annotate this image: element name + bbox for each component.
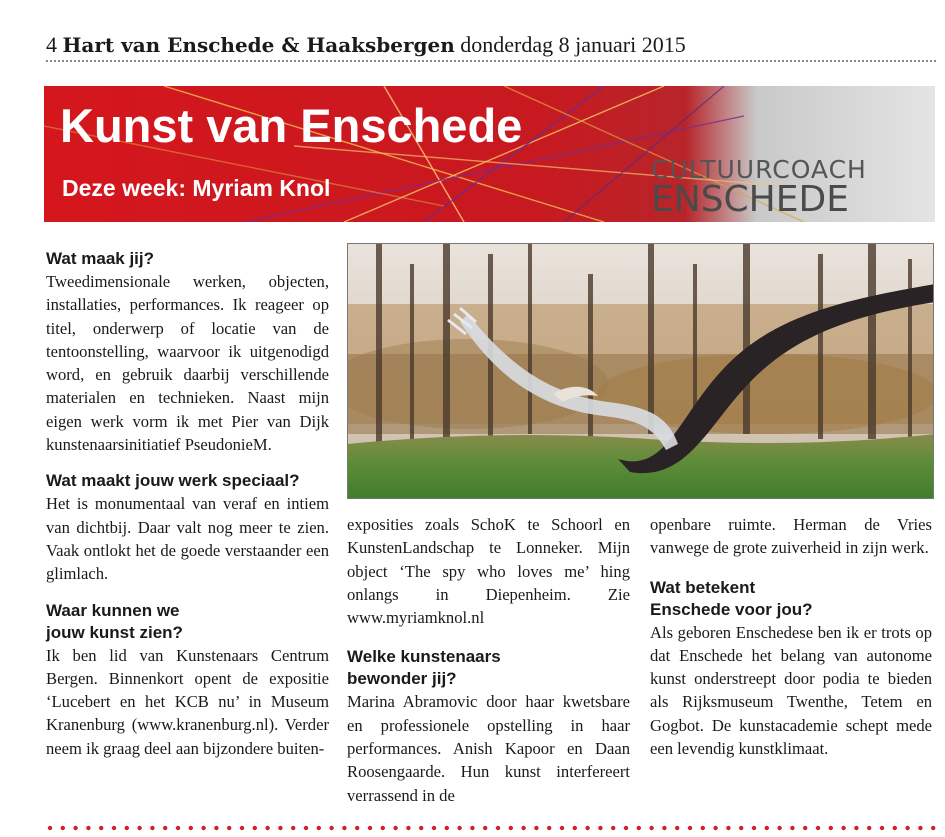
artwork-photo	[347, 243, 934, 499]
answer-paragraph: Tweedimensionale werken, objecten, installaties, performances. Ik reageer op titel, onderwerp of locatie van de tentoonstelling, waarvoor ik uitgenodigd word, en gebruik daarbij verschillende materialen en technieken. Naast mijn eigen werk vorm ik met Pier van Dijk kunstenaarsinitiatief PseudonieM.	[46, 272, 329, 455]
answer-paragraph: Ik ben lid van Kunstenaars Centrum Bergen. Binnenkort opent de expositie ‘Lucebert en het KCB nu’ in Museum Kranenburg (www.kranenburg.nl). Verder neem ik graag deel aan bijzondere buiten-	[46, 645, 329, 758]
answer-paragraph: Marina Abramovic door haar kwetsbare en professionele opstelling in haar performances. Anish Kapoor en Daan Roosengaarde. Hun kunst interfereert verrassend in de	[347, 692, 630, 805]
banner-title: Kunst van Enschede	[60, 99, 523, 152]
question-heading: Wat maakt jouw werk speciaal?	[46, 471, 300, 491]
page-number: 4	[46, 32, 57, 57]
logo-cultuurcoach: CULTUURCOACH	[651, 155, 867, 184]
publication-name: Hart van Enschede & Haaksbergen	[62, 33, 455, 57]
question-heading: Wat maak jij?	[46, 249, 155, 268]
footer-dotted-rule	[46, 824, 936, 832]
page-header	[46, 32, 686, 58]
article-column-3	[650, 513, 932, 760]
header-divider	[46, 60, 936, 62]
answer-paragraph: openbare ruimte. Herman de Vries vanwege de grote zuiverheid in zijn werk.	[650, 515, 932, 558]
answer-paragraph: Als geboren Enschedese ben ik er trots op dat Enschede het belang van autonome kunst onderstreept door podia te bieden als Rijksmuseum Twenthe, Tetem en Gogbot. De kunstacademie schept mede een levendig kunstklimaat.	[650, 622, 932, 759]
question-heading: Waar kunnen we jouw kunst zien?	[46, 600, 183, 642]
article-column-1	[46, 248, 329, 760]
section-banner	[44, 86, 935, 222]
question-heading: Welke kunstenaars bewonder jij?	[347, 647, 501, 689]
article-column-2	[347, 513, 630, 807]
banner-subtitle: Deze week: Myriam Knol	[62, 175, 331, 201]
answer-paragraph: Het is monumentaal van veraf en intiem van dichtbij. Daar valt nog meer te zien. Vaak ontlokt het de goede verstaander een glimlach.	[46, 494, 329, 584]
forest-sculpture-image	[348, 244, 934, 499]
issue-date: donderdag 8 januari 2015	[460, 32, 686, 57]
answer-paragraph: exposities zoals SchoK te Schoorl en KunstenLandschap te Lonneker. Mijn object ‘The spy who loves me’ hing onlangs in Diepenheim. Zie www.myriamknol.nl	[347, 515, 630, 628]
logo-enschede: ENSCHEDE	[651, 179, 849, 220]
question-heading: Wat betekent Enschede voor jou?	[650, 577, 813, 619]
